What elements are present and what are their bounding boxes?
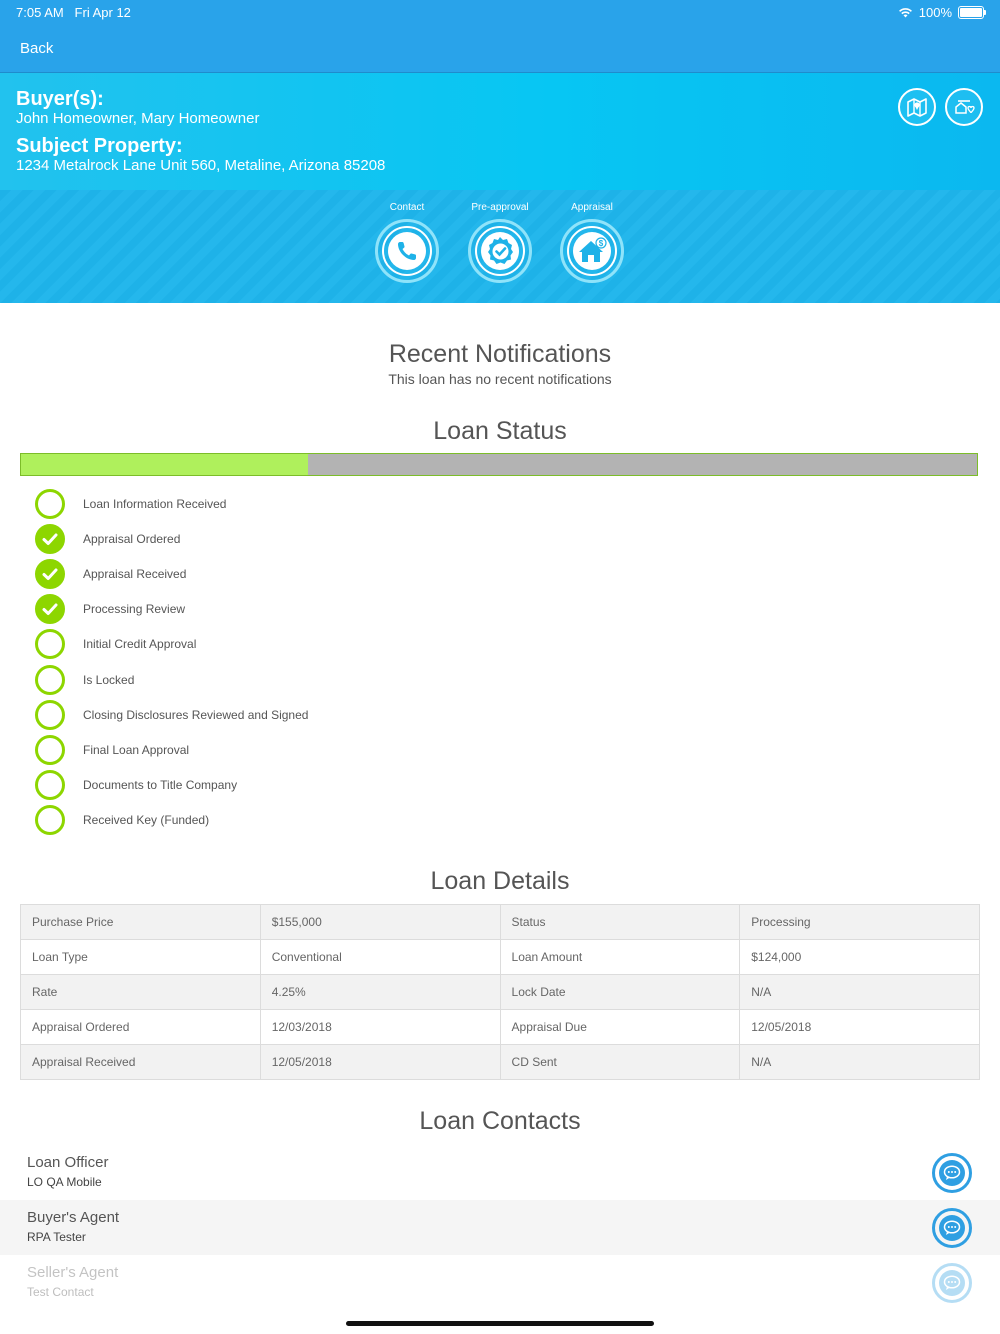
status-step-label: Received Key (Funded) [83,812,210,827]
contact-action-inner [382,226,432,276]
status-bar [0,0,1000,24]
contact-role: Seller's Agent [27,1264,119,1281]
details-label-cell: Loan Type [21,940,261,975]
home-indicator [346,1321,654,1326]
chat-button[interactable] [932,1208,972,1248]
chat-button[interactable] [932,1153,972,1193]
message-icon [943,1220,961,1236]
details-row [21,1045,980,1080]
contact-row [0,1200,1000,1255]
chat-bubble-icon [939,1270,965,1296]
status-date-text: Fri Apr 12 [74,5,131,20]
status-step-label: Final Loan Approval [83,742,190,757]
wifi-icon [898,7,913,18]
status-step [35,594,185,624]
status-step [35,805,209,835]
details-row [21,940,980,975]
chat-bubble-icon [939,1160,965,1186]
loan-status-title: Loan Status [433,417,567,445]
message-icon [943,1165,961,1181]
status-step [35,665,134,695]
empty-circle-icon [35,770,65,800]
map-icon [906,96,928,118]
favorite-home-button[interactable] [945,88,983,126]
quick-actions [0,190,1000,303]
details-label-cell: Appraisal Received [21,1045,261,1080]
pre-approval-action-ring [468,219,532,283]
notifications-message: This loan has no recent notifications [388,371,612,387]
nav-bar [0,24,1000,73]
status-step-label: Closing Disclosures Reviewed and Signed [83,707,309,722]
contact-row [0,1145,1000,1200]
buyers-value: John Homeowner, Mary Homeowner [16,110,260,127]
details-label-cell: Lock Date [500,975,740,1010]
status-step-label: Appraisal Received [83,567,187,582]
appraisal-action-ring [560,219,624,283]
contact-action[interactable] [367,202,447,283]
loan-details-title: Loan Details [430,867,570,895]
pre-approval-action[interactable] [460,202,540,283]
status-step-label: Appraisal Ordered [83,532,181,547]
badge-check-icon [480,231,520,271]
details-value-cell: 12/05/2018 [260,1045,500,1080]
status-step-label: Is Locked [83,672,135,687]
check-circle-icon [35,559,65,589]
loan-contacts-title: Loan Contacts [419,1107,581,1135]
contact-action-ring [375,219,439,283]
loan-details-table [20,904,980,1080]
checkmark-icon [41,600,59,618]
check-circle-icon [35,524,65,554]
details-value-cell: 12/05/2018 [740,1010,980,1045]
chat-bubble-icon [939,1215,965,1241]
svg-text:$: $ [598,239,604,248]
details-row [21,975,980,1010]
details-label-cell: Appraisal Ordered [21,1010,261,1045]
details-value-cell: 12/03/2018 [260,1010,500,1045]
details-label-cell: Loan Amount [500,940,740,975]
status-time [16,5,131,20]
status-step [35,524,180,554]
map-button[interactable] [898,88,936,126]
details-value-cell: $124,000 [740,940,980,975]
details-value-cell: N/A [740,1045,980,1080]
details-label-cell: Status [500,905,740,940]
empty-circle-icon [35,489,65,519]
status-step [35,770,237,800]
back-button[interactable]: Back [20,40,54,57]
details-row [21,905,980,940]
details-label-cell: CD Sent [500,1045,740,1080]
status-step [35,489,226,519]
empty-circle-icon [35,735,65,765]
phone-icon [387,231,427,271]
status-step-label: Processing Review [83,602,186,617]
details-value-cell: N/A [740,975,980,1010]
status-step [35,735,189,765]
chat-button[interactable] [932,1263,972,1303]
loan-progress-bar [20,453,978,476]
contact-row [0,1255,1000,1310]
contact-role: Loan Officer [27,1154,109,1171]
home-heart-icon [953,96,975,118]
empty-circle-icon [35,805,65,835]
status-step [35,559,186,589]
contact-action-label: Contact [389,202,425,213]
buyers-label: Buyer(s): [16,88,104,110]
empty-circle-icon [35,700,65,730]
status-step [35,700,308,730]
status-step-label: Initial Credit Approval [83,637,197,652]
loan-header [0,73,1000,190]
status-step-label: Loan Information Received [83,497,227,511]
appraisal-action-label: Appraisal [571,202,613,213]
loan-progress-fill [21,454,308,475]
details-row [21,1010,980,1045]
status-time-text: 7:05 AM [16,5,64,20]
house-dollar-icon [572,231,612,271]
pre-approval-action-inner [475,226,525,276]
details-label-cell: Rate [21,975,261,1010]
details-label-cell: Appraisal Due [500,1010,740,1045]
details-value-cell: $155,000 [260,905,500,940]
contact-role: Buyer's Agent [27,1209,120,1226]
status-step [35,629,196,659]
battery-icon [958,6,984,19]
appraisal-action-inner [567,226,617,276]
details-value-cell: 4.25% [260,975,500,1010]
empty-circle-icon [35,629,65,659]
checkmark-icon [41,530,59,548]
check-circle-icon [35,594,65,624]
status-step-label: Documents to Title Company [83,777,238,792]
contact-name: LO QA Mobile [27,1175,102,1189]
battery-percent: 100% [918,5,952,20]
notifications-title: Recent Notifications [388,340,612,368]
empty-circle-icon [35,665,65,695]
details-value-cell: Conventional [260,940,500,975]
message-icon [943,1275,961,1291]
appraisal-action[interactable] [552,202,632,283]
property-label: Subject Property: [16,135,183,157]
contact-name: Test Contact [27,1285,94,1299]
property-value: 1234 Metalrock Lane Unit 560, Metaline, Arizona 85208 [16,157,386,174]
status-right [898,5,984,20]
details-label-cell: Purchase Price [21,905,261,940]
contact-name: RPA Tester [27,1230,86,1244]
checkmark-icon [41,565,59,583]
details-value-cell: Processing [740,905,980,940]
pre-approval-action-label: Pre-approval [471,202,529,213]
